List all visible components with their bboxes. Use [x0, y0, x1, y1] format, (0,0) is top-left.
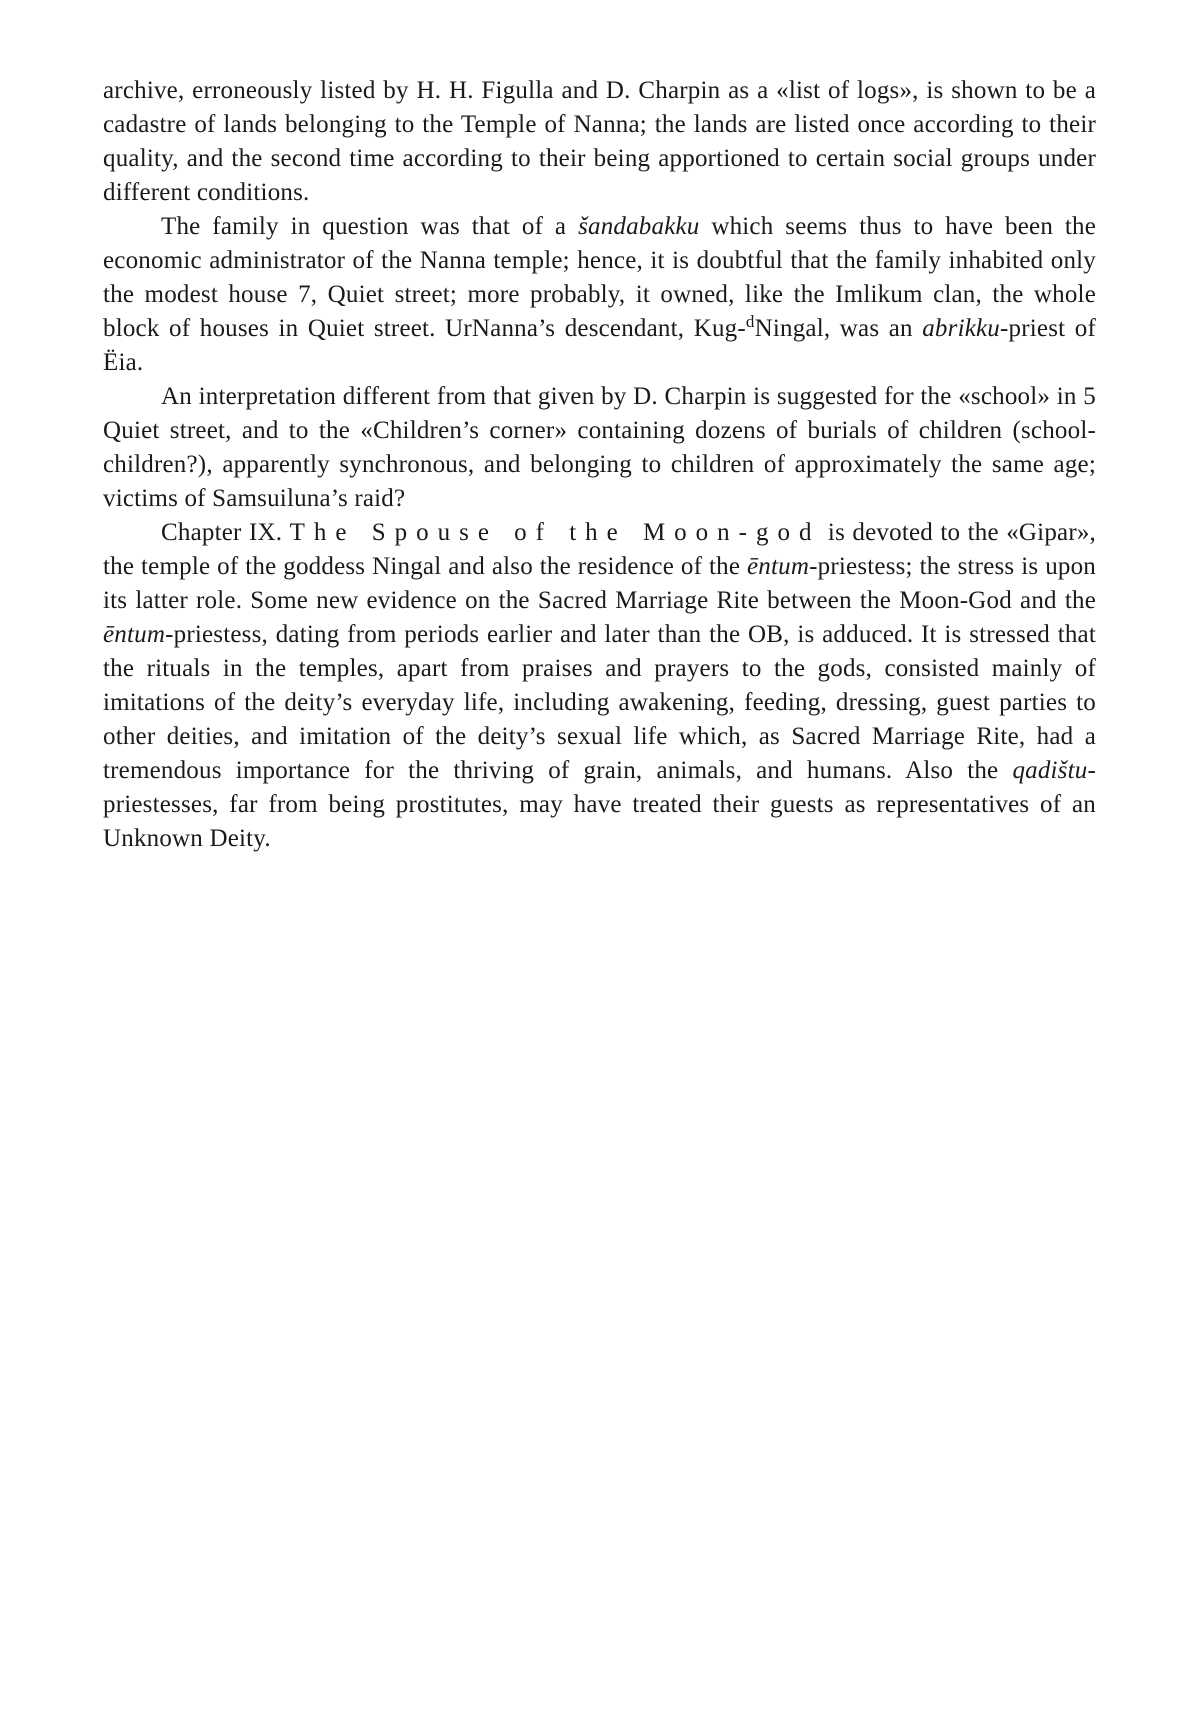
- chapter-title: The Spouse of the Moon-god: [289, 519, 821, 546]
- italic-term: ēntum: [747, 553, 810, 580]
- text-run: -priestess, dating from periods earlier and later than the OB, is adduced. It is stressed that the rituals in the temples, apart from praises and prayers to the gods, consisted mainly of imitations of the deity’s everyday life, including awakening, feeding, dressing, guest parties to other deities, and imitation of the deity’s sexual life which, as Sacred Marriage Rite, had a tremendous importance for the thriving of grain, animals, and humans. Also the: [103, 621, 1096, 784]
- paragraph-chapter-ix: [103, 516, 1096, 856]
- document-page: [103, 74, 1096, 856]
- text-run: -priest of Ëia.: [103, 315, 1096, 376]
- text-run: -priestesses, far from being prostitutes, may have treated their guests as representatives of an Unknown Deity.: [103, 757, 1096, 852]
- text-run: An interpretation different from that given by D. Charpin is suggested for the «school» in 5 Quiet street, and to the «Children’s corner» containing dozens of burials of children (school-children?), apparently synchronous, and belonging to children of approximately the same age; victims of Samsuiluna’s raid?: [103, 383, 1096, 512]
- paragraph-sandabakku-family: [103, 210, 1096, 380]
- italic-term: abrikku: [922, 315, 1001, 342]
- text-run: Chapter IX.: [161, 519, 290, 546]
- italic-term: šandabakku: [578, 213, 700, 240]
- text-run: The family in question was that of a: [161, 213, 579, 240]
- text-run: archive, erroneously listed by H. H. Figulla and D. Charpin as a «list of logs», is shown to be a cadastre of lands belonging to the Temple of Nanna; the lands are listed once according to their quality, and the second time according to their being apportioned to certain social groups under different conditions.: [103, 77, 1096, 206]
- text-run: which seems thus to have been the economic administrator of the Nanna temple; hence, it is doubtful that the family inhabited only the modest house 7, Quiet street; more probably, it owned, like the Imlikum clan, the whole block of houses in Quiet street. UrNanna’s descendant, Kug-: [103, 213, 1096, 342]
- text-run: is devoted to the «Gipar», the temple of the goddess Ningal and also the residence of the: [103, 519, 1096, 580]
- paragraph-school-interpretation: [103, 380, 1096, 516]
- divine-determinative: d: [745, 312, 755, 331]
- italic-term: ēntum: [103, 621, 166, 648]
- paragraph-cadastre: [103, 74, 1096, 210]
- italic-term: qadištu: [1012, 757, 1088, 784]
- text-run: Ningal, was an: [754, 315, 923, 342]
- text-run: -priestess; the stress is upon its latter role. Some new evidence on the Sacred Marriage Rite between the Moon-God and the: [103, 553, 1097, 614]
